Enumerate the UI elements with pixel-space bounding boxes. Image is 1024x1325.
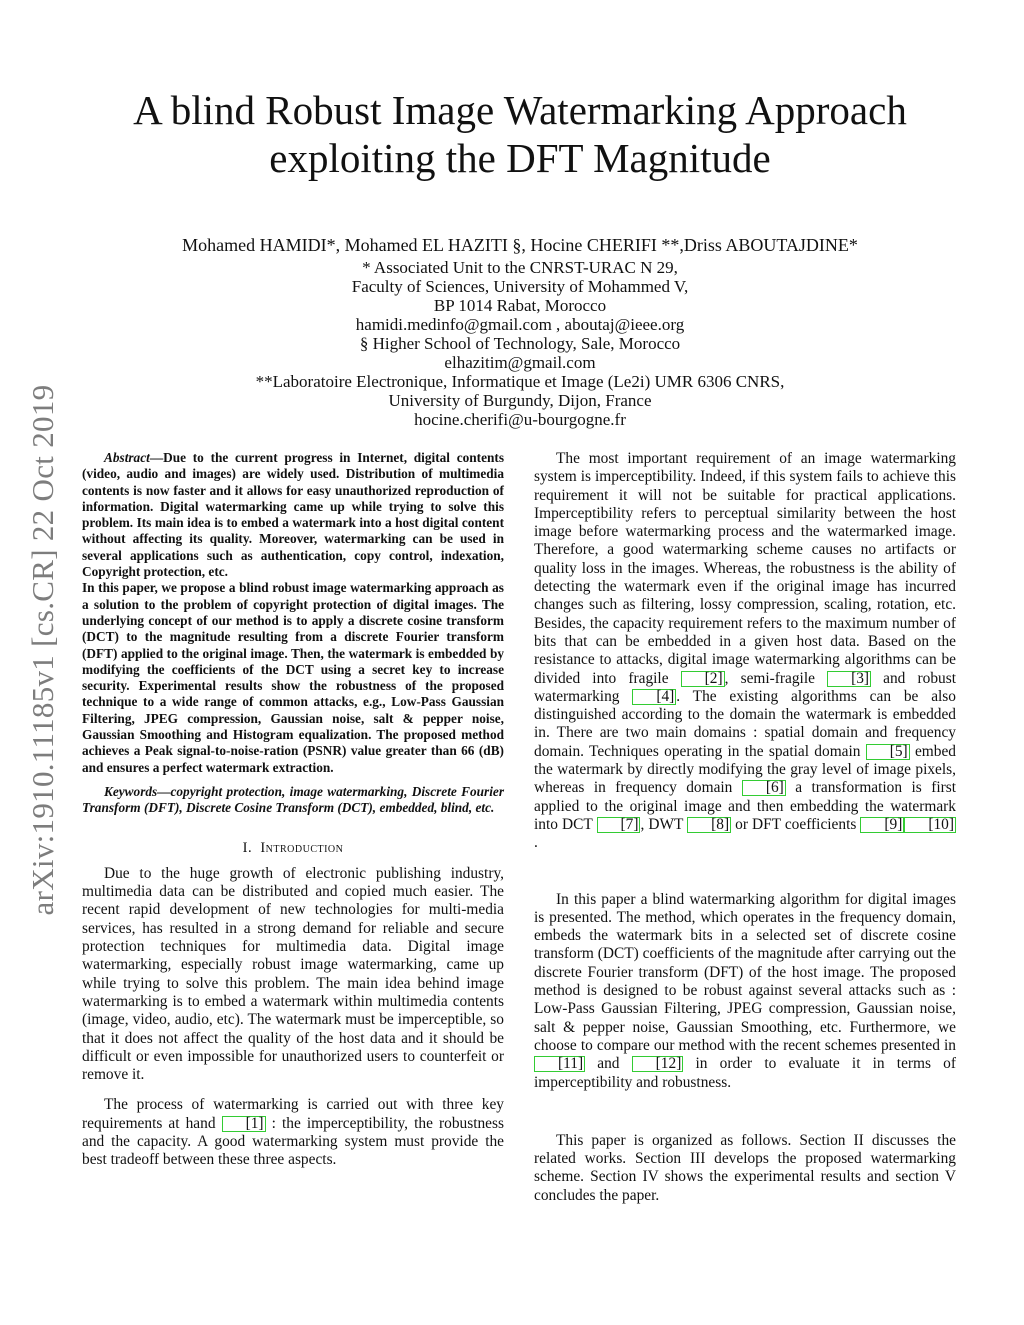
citation-link-3[interactable]: [3]	[827, 671, 871, 687]
affiliation-line: University of Burgundy, Dijon, France	[388, 391, 652, 410]
citation-link-6[interactable]: [6]	[742, 780, 786, 796]
affiliation-email: hamidi.medinfo@gmail.com , aboutaj@ieee.org	[355, 315, 685, 334]
affiliation-line: BP 1014 Rabat, Morocco	[433, 296, 607, 315]
section-heading-introduction	[82, 839, 504, 857]
author-block	[100, 236, 940, 429]
text-run: .	[534, 834, 538, 852]
title-line-2: exploiting the DFT Magnitude	[269, 135, 771, 181]
text-run: The process of watermarking is carried out with three key requirements at hand	[82, 1096, 504, 1132]
text-run: The most important requirement of an image watermarking system is imperceptibility. Indeed, if this system fails to achieve this requirement it will not be suitable for practical applications. Imperceptibility refers to perceptual similarity between the host image before watermarking process and the watermarked image. Therefore, a good watermarking scheme causes no artifacts or quality loss in the images. Whereas, the robustness is the ability of detecting the watermark even if the original image has incurred changes such as filtering, lossy compression, scaling, rotation, etc. Besides, the capacity requirement refers to the maximum number of bits that can be embedded in a given host data. Based on the resistance to attacks, digital image watermarking algorithms can be divided into fragile	[534, 450, 956, 687]
author-names: Mohamed HAMIDI*, Mohamed EL HAZITI §, Hocine CHERIFI **,Driss ABOUTAJDINE*	[182, 235, 858, 255]
abstract-label: Abstract	[104, 450, 150, 465]
right-column	[534, 450, 956, 1205]
intro-paragraph-2	[82, 1096, 504, 1169]
arxiv-id-text: arXiv:1910.11185v1 [cs.CR] 22 Oct 2019	[25, 384, 60, 916]
keywords-label: Keywords	[104, 783, 158, 799]
citation-link-2[interactable]: [2]	[681, 671, 725, 687]
citation-link-12[interactable]: [12]	[632, 1056, 684, 1072]
citation-link-8[interactable]: [8]	[687, 817, 731, 833]
right-paragraph-1	[534, 450, 956, 853]
citation-link-11[interactable]: [11]	[534, 1056, 585, 1072]
affiliation-line: Faculty of Sciences, University of Mohammed V,	[351, 277, 689, 296]
text-run: and	[585, 1055, 632, 1073]
citation-link-7[interactable]: [7]	[597, 817, 641, 833]
affiliation-line: **Laboratoire Electronique, Informatique et Image (Le2i) UMR 6306 CNRS,	[255, 372, 785, 391]
text-run: , semi-fragile	[724, 669, 828, 687]
text-run: . The existing algorithms can be also distinguished according to the domain the watermark is embedded in. There are two main domains : spatial domain and frequency domain. Techniques operating in the spatial domain	[534, 687, 956, 760]
arxiv-sidebar-stamp	[18, 355, 68, 945]
citation-link-9[interactable]: [9]	[860, 817, 904, 833]
abstract-text-1: —Due to the current progress in Internet, digital contents (video, audio and images) are widely used. Distribution of multimedia contents is now faster and it allows for easy unauthorized reproduction of information. Digital watermarking came up while trying to solve this problem. Its main idea is to embed a watermark into a host digital content without affecting its quality. Moreover, watermarking can be used in several applications such as authentication, copy control, indexation, Copyright protection, etc.	[82, 450, 504, 580]
affiliation-line: § Higher School of Technology, Sale, Morocco	[359, 334, 681, 353]
section-title: Introduction	[260, 839, 344, 856]
citation-link-1[interactable]: [1]	[222, 1116, 266, 1132]
intro-paragraph-1: Due to the huge growth of electronic publishing industry, multimedia data can be distributed and copied much easier. The recent rapid development of new technologies for multi-media services, has resulted in a strong demand for reliable and secure protection techniques for multimedia data. Digital image watermarking, especially robust image watermarking, came up while trying to solve this problem. The main idea behind image watermarking is to embed a watermark within multimedia contents (image, video, audio, etc). The watermark must be imperceptible, so that it does not affect the quality of the host data and it should be difficult or even impossible for unauthorized users to counterfeit or remove it.	[82, 864, 504, 1084]
citation-link-5[interactable]: [5]	[866, 744, 910, 760]
keywords-paragraph	[82, 784, 504, 817]
keywords-text: —copyright protection, image watermarking, Discrete Fourier Transform (DFT), Discrete Cosine Transform (DCT), embedded, blind, etc.	[82, 783, 504, 816]
text-run: and robust watermarking	[534, 669, 956, 705]
text-run: , DWT	[640, 815, 688, 833]
citation-link-10[interactable]: [10]	[904, 817, 956, 833]
text-run: or DFT coefficients	[731, 815, 861, 833]
affiliation-email: elhazitim@gmail.com	[444, 353, 596, 372]
text-run: embed the watermark by directly modifying the gray level of image pixels, whereas in frequency domain	[534, 742, 956, 797]
left-column	[82, 450, 504, 1170]
right-paragraph-2	[534, 891, 956, 1092]
abstract-paragraph	[82, 450, 504, 580]
text-run: In this paper a blind watermarking algorithm for digital images is presented. The method, which operates in the frequency domain, embeds the watermark bits in a selected set of discrete cosine transform (DCT) coefficients of the magnitude after carrying out the discrete Fourier transform (DFT) of the host image. The proposed method is designed to be robust against several attacks such as : Low-Pass Gaussian Filtering, JPEG compression, Gaussian noise, salt & pepper noise, Gaussian Smoothing, etc. Furthermore, we choose to compare our method with the recent schemes presented in	[534, 890, 956, 1054]
section-number: I.	[242, 839, 253, 856]
right-paragraph-3: This paper is organized as follows. Section II discusses the related works. Section III develops the proposed watermarking scheme. Section IV shows the experimental results and section V concludes the paper.	[534, 1131, 956, 1204]
text-run: : the imperceptibility, the robustness and the capacity. A good watermarking system must provide the best tradeoff between these three aspects.	[82, 1114, 504, 1169]
citation-link-4[interactable]: [4]	[632, 689, 676, 705]
text-run: a transformation is first applied to the original image and then embedding the watermark into DCT	[534, 779, 956, 833]
abstract-paragraph-2: In this paper, we propose a blind robust image watermarking approach as a solution to the problem of copyright protection of digital images. The underlying concept of our method is to apply a discrete cosine transform (DCT) to the magnitude resulting from a discrete Fourier transform (DFT) applied to the original image. Then, the watermark is embedded by modifying the coefficients of the DCT using a secret key to increase security. Experimental results show the robustness of the proposed technique to a wide range of common attacks, e.g., Low-Pass Gaussian Filtering, JPEG compression, Gaussian noise, salt & pepper noise, Gaussian Smoothing and Histogram equalization. The proposed method achieves a Peak signal-to-noise-ration (PSNR) value greater than 66 (dB) and ensures a perfect watermark extraction.	[82, 580, 504, 775]
title-line-1: A blind Robust Image Watermarking Approach	[133, 87, 907, 133]
affiliation-email: hocine.cherifi@u-bourgogne.fr	[414, 410, 626, 429]
text-run: in order to evaluate it in terms of imperceptibility and robustness.	[534, 1055, 956, 1091]
paper-title	[100, 86, 940, 182]
affiliation-line: * Associated Unit to the CNRST-URAC N 29,	[362, 258, 678, 277]
